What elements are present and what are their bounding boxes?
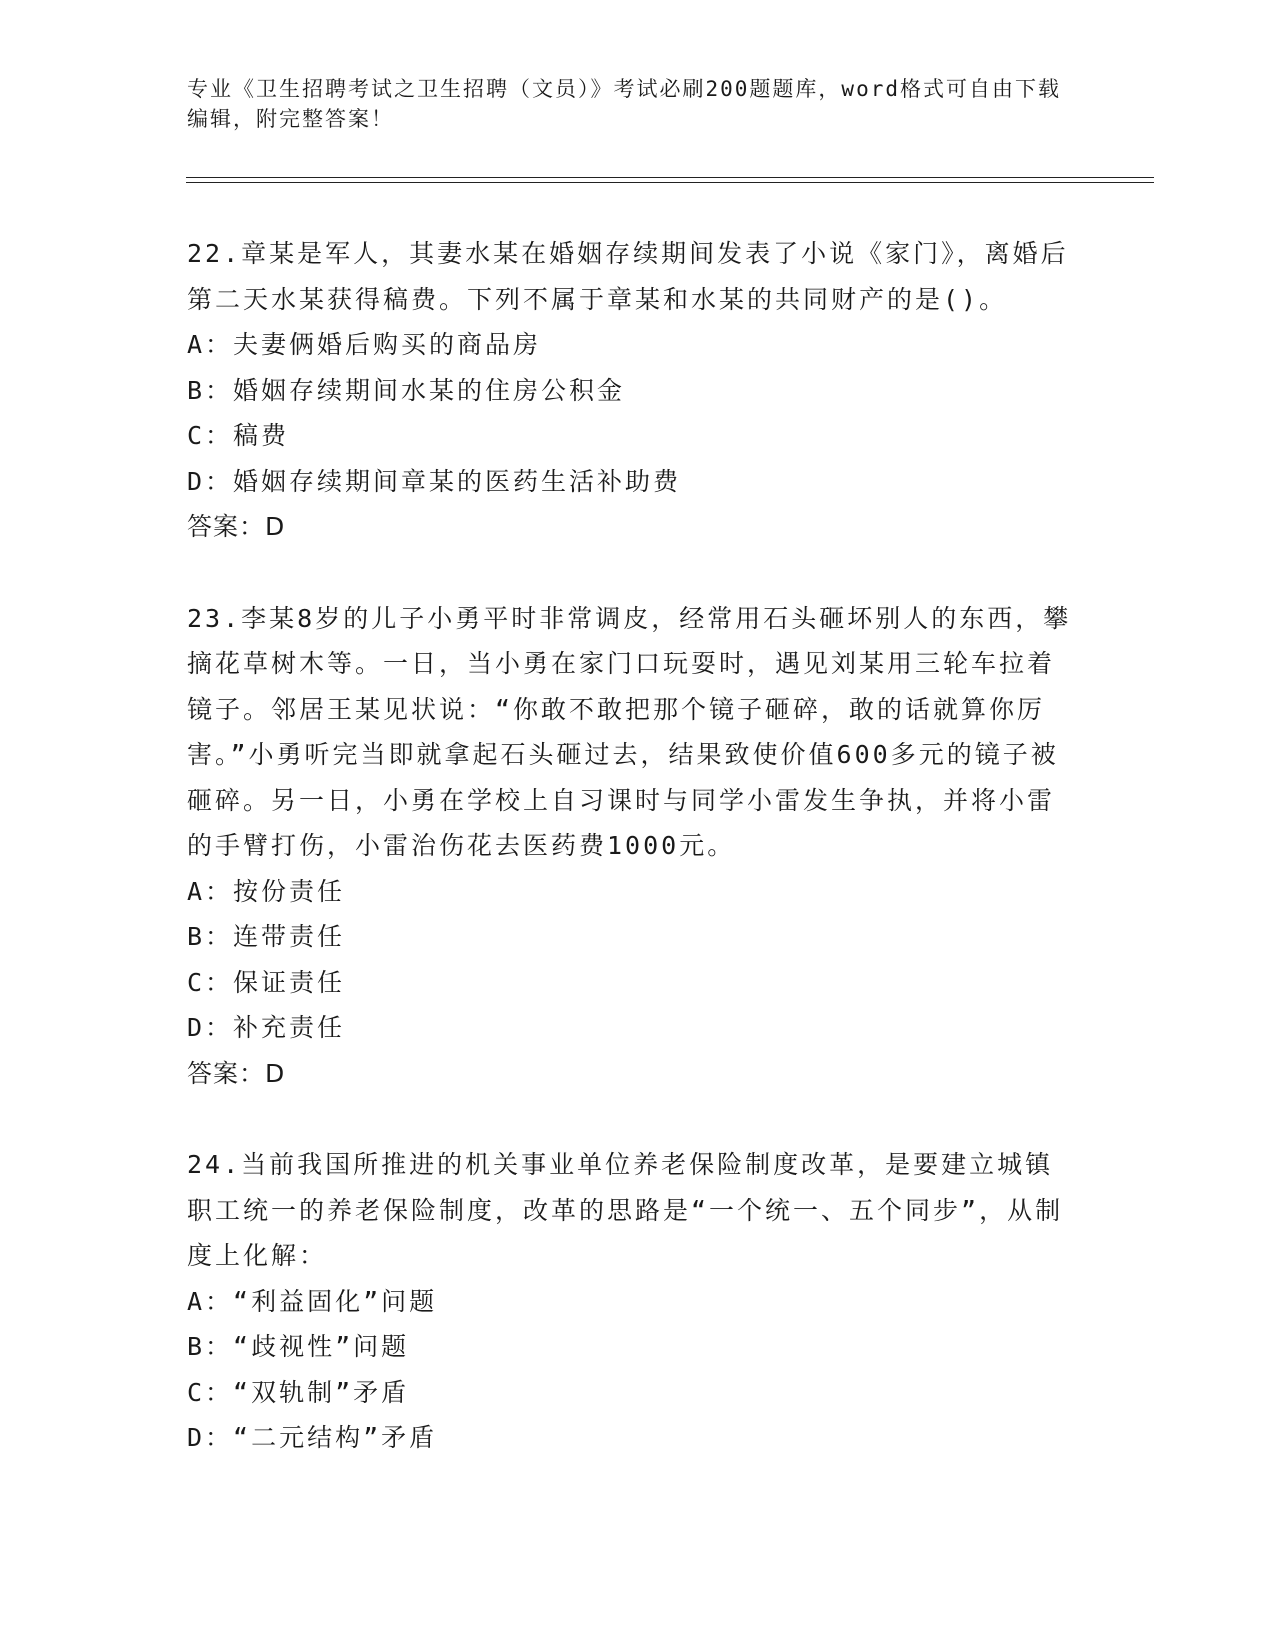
option-d: D：补充责任 — [187, 1013, 346, 1042]
option-b: B：连带责任 — [187, 922, 346, 951]
header-divider-bottom — [186, 182, 1154, 183]
question-22 — [187, 231, 1077, 550]
option-d: D：婚姻存续期间章某的医药生活补助费 — [187, 466, 682, 496]
question-23 — [187, 596, 1077, 1097]
option-a: A：夫妻俩婚后购买的商品房 — [187, 330, 542, 359]
question-list — [187, 231, 1077, 1507]
answer-line: 答案：D — [187, 1058, 286, 1088]
document-intro: 专业《卫生招聘考试之卫生招聘（文员）》考试必刷200题题库，word格式可自由下载编辑，附完整答案！ — [187, 77, 1061, 131]
header-divider-top — [186, 177, 1154, 178]
option-d: D：“二元结构”矛盾 — [187, 1423, 438, 1452]
answer-line: 答案：D — [187, 512, 286, 541]
option-c: C：“双轨制”矛盾 — [187, 1377, 410, 1407]
question-stem: 23.李某8岁的儿子小勇平时非常调皮，经常用石头砸坏别人的东西，攀摘花草树木等。一日，当小勇在家门口玩耍时，遇见刘某用三轮车拉着镜子。邻居王某见状说：“你敢不敢把那个镜子砸碎，敢的话就算你厉害。”小勇听完当即就拿起石头砸过去，结果致使价值600多元的镜子被砸碎。另一日，小勇在学校上自习课时与同学小雷发生争执，并将小雷的手臂打伤，小雷治伤花去医药费1000元。 — [187, 603, 1072, 860]
option-b: B：婚姻存续期间水某的住房公积金 — [187, 375, 626, 405]
question-24 — [187, 1142, 1077, 1461]
option-a: A：按份责任 — [187, 876, 346, 906]
question-stem: 22.章某是军人，其妻水某在婚姻存续期间发表了小说《家门》，离婚后第二天水某获得稿费。下列不属于章某和水某的共同财产的是()。 — [187, 239, 1069, 314]
option-a: A：“利益固化”问题 — [187, 1286, 438, 1316]
question-stem: 24.当前我国所推进的机关事业单位养老保险制度改革，是要建立城镇职工统一的养老保险制度，改革的思路是“一个统一、五个同步”，从制度上化解： — [187, 1150, 1064, 1270]
option-b: B：“歧视性”问题 — [187, 1332, 410, 1361]
option-c: C：保证责任 — [187, 967, 346, 997]
option-c: C：稿费 — [187, 421, 290, 450]
